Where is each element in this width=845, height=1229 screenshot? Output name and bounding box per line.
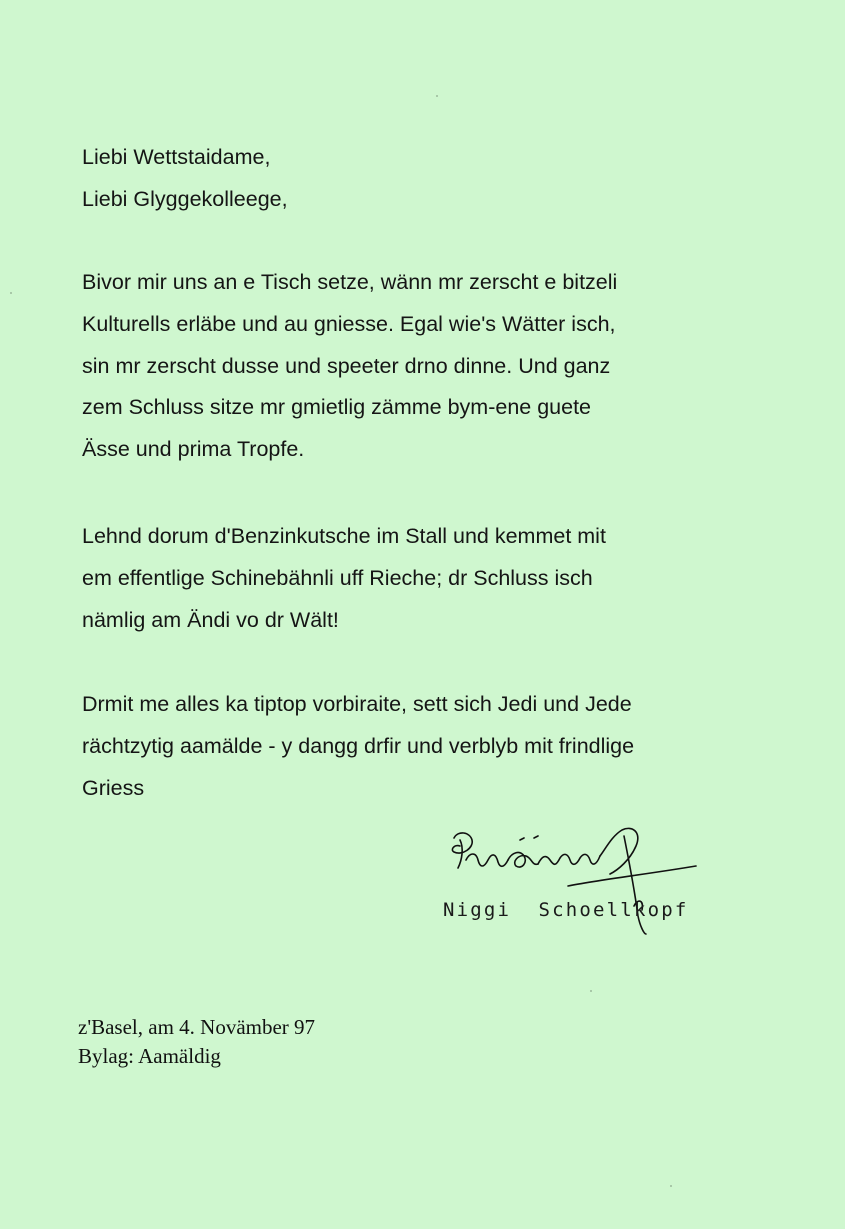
- enclosure-note: Bylag: Aamäldig: [78, 1044, 221, 1068]
- paragraph-line: em effentlige Schinebähnli uff Rieche; dr Schluss isch: [82, 565, 593, 590]
- salutation-line: Liebi Glyggekolleege,: [82, 186, 288, 211]
- paper-speck: [10, 292, 12, 294]
- place-date: z'Basel, am 4. Novämber 97: [78, 1015, 316, 1039]
- paragraph-line: nämlig am Ändi vo dr Wält!: [82, 607, 339, 632]
- paragraph-travel: [82, 516, 606, 641]
- paragraph-line: Drmit me alles ka tiptop vorbiraite, sett sich Jedi und Jede: [82, 692, 632, 716]
- footer: [78, 1013, 315, 1071]
- paragraph-line: Ässe und prima Tropfe.: [82, 437, 305, 462]
- salutation: [82, 137, 288, 221]
- paragraph-invitation: [82, 262, 617, 471]
- salutation-line: Liebi Wettstaidame,: [82, 145, 271, 169]
- paper-speck: [436, 95, 438, 97]
- paragraph-line: sin mr zerscht dusse und speeter drno dinne. Und ganz: [82, 353, 611, 378]
- paper-speck: [590, 990, 592, 992]
- signer-name: Niggi Schoellkopf: [443, 899, 689, 921]
- paragraph-line: Lehnd dorum d'Benzinkutsche im Stall und kemmet mit: [82, 524, 606, 548]
- paragraph-line: Bivor mir uns an e Tisch setze, wänn mr zerscht e bitzeli: [82, 270, 618, 294]
- paragraph-line: zem Schluss sitze mr gmietlig zämme bym-ene guete: [82, 395, 592, 420]
- paragraph-line: rächtzytig aamälde - y dangg drfir und verblyb mit frindlige: [82, 733, 635, 758]
- paragraph-line: Griess: [82, 775, 145, 800]
- paper-speck: [670, 1185, 672, 1187]
- paragraph-line: Kulturells erläbe und au gniesse. Egal wie's Wätter isch,: [82, 311, 616, 336]
- paragraph-registration: [82, 684, 634, 809]
